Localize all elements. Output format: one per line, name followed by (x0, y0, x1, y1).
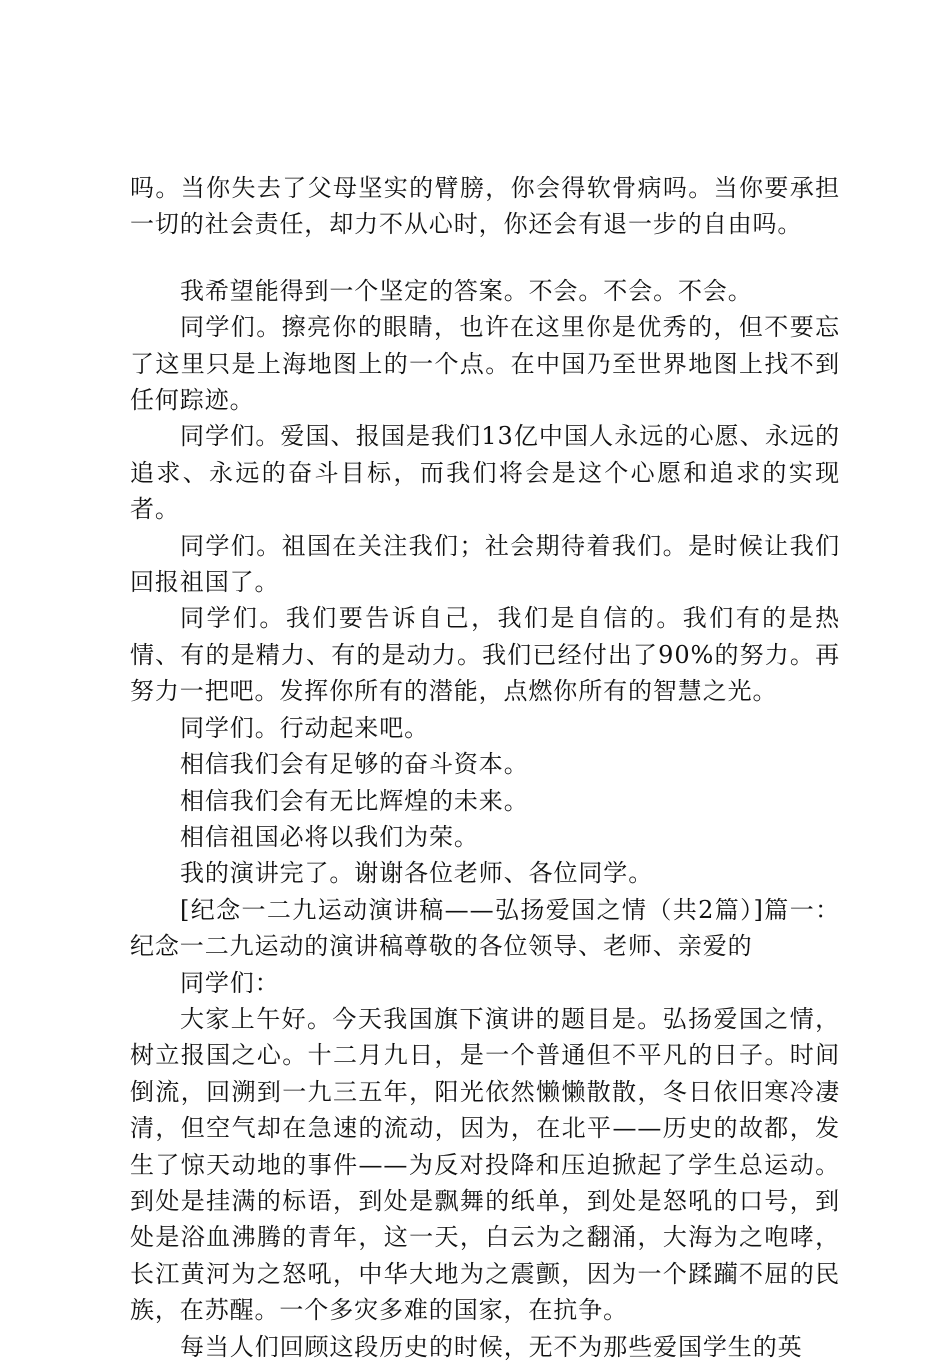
paragraph: 相信我们会有足够的奋斗资本。 (180, 750, 529, 779)
paragraph-continued: 吗。当你失去了父母坚实的臂膀，你会得软骨病吗。当你要承担一切的社会责任，却力不从心时，你还会有退一步的自由吗。 (130, 174, 840, 239)
paragraph: 同学们。擦亮你的眼睛，也许在这里你是优秀的，但不要忘了这里只是上海地图上的一个点。在中国乃至世界地图上找不到任何踪迹。 (130, 313, 840, 415)
document-body (130, 170, 840, 1365)
paragraph: 每当人们回顾这段历史的时候，无不为那些爱国学生的英 (180, 1332, 803, 1361)
salutation: 同学们： (180, 968, 280, 997)
paragraph: 相信我们会有无比辉煌的未来。 (180, 786, 529, 815)
paragraph: 我的演讲完了。谢谢各位老师、各位同学。 (180, 859, 654, 888)
paragraph: 同学们。祖国在关注我们；社会期待着我们。是时候让我们回报祖国了。 (130, 531, 840, 597)
paragraph: 同学们。行动起来吧。 (180, 713, 429, 742)
paragraph: 同学们。我们要告诉自己，我们是自信的。我们有的是热情、有的是精力、有的是动力。我们已经付出了90%的努力。再努力一把吧。发挥你所有的潜能，点燃你所有的智慧之光。 (130, 604, 840, 706)
paragraph: 大家上午好。今天我国旗下演讲的题目是。弘扬爱国之情，树立报国之心。十二月九日，是一个普通但不平凡的日子。时间倒流，回溯到一九三五年，阳光依然懒懒散散，冬日依旧寒冷凄清，但空气却在急速的流动，因为，在北平——历史的故都，发生了惊天动地的事件——为反对投降和压迫掀起了学生总运动。到处是挂满的标语，到处是飘舞的纸单，到处是怒吼的口号，到处是浴血沸腾的青年，这一天，白云为之翻涌，大海为之咆哮，长江黄河为之怒吼，中华大地为之震颤，因为一个蹂躏不屈的民族，在苏醒。一个多灾多难的国家，在抗争。 (130, 1004, 840, 1325)
paragraph: 我希望能得到一个坚定的答案。不会。不会。不会。 (180, 276, 753, 305)
paragraph: 同学们。爱国、报国是我们13亿中国人永远的心愿、永远的追求、永远的奋斗目标，而我们将会是这个心愿和追求的实现者。 (130, 422, 840, 524)
section-heading: [纪念一二九运动演讲稿——弘扬爱国之情（共2篇）]篇一：纪念一二九运动的演讲稿尊敬的各位领导、老师、亲爱的 (130, 895, 840, 961)
paragraph: 相信祖国必将以我们为荣。 (180, 822, 479, 851)
